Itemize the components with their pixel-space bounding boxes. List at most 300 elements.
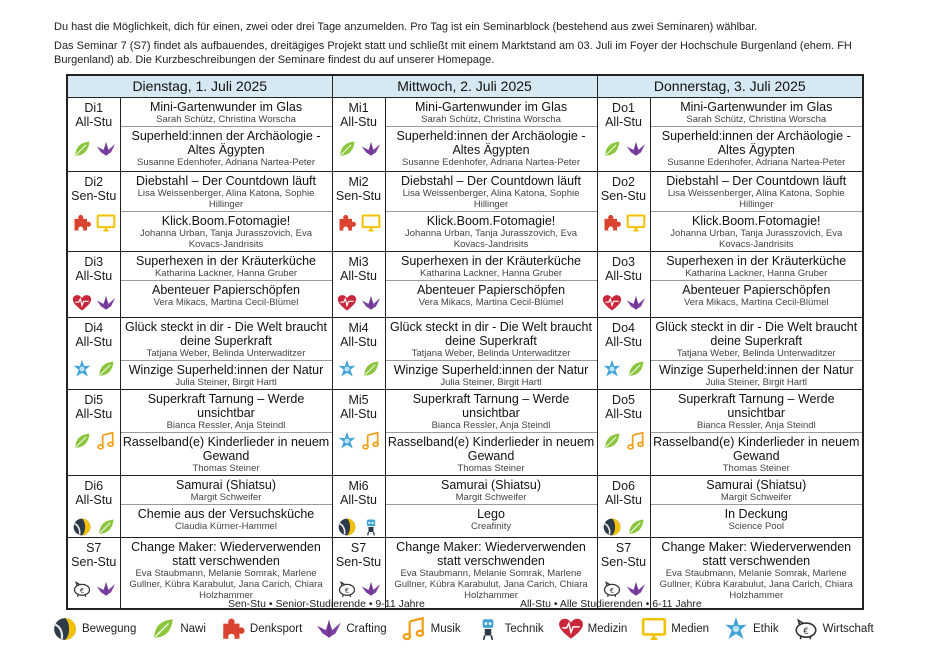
schedule-row bbox=[67, 97, 863, 171]
leaf-icon bbox=[602, 139, 622, 159]
seminar-block-code: Do5 bbox=[612, 392, 635, 407]
age-group-label: All-Stu bbox=[605, 406, 642, 421]
seminar-block-code: Mi1 bbox=[348, 100, 369, 115]
puzzle-icon bbox=[220, 616, 246, 642]
seminar-block-code-cell bbox=[67, 97, 120, 171]
legend-item bbox=[52, 616, 136, 642]
seminar-title: Klick.Boom.Fotomagie! bbox=[426, 213, 556, 228]
seminar-lecturers: Eva Staubmann, Melanie Somrak, Marlene Gullner, Kübra Karabulut, Jana Carich, Chiara Holzhammer bbox=[659, 567, 853, 601]
star-icon bbox=[72, 359, 92, 379]
seminar-block-code: Mi4 bbox=[348, 320, 369, 335]
age-group-label: Sen-Stu bbox=[71, 554, 117, 569]
intro-text bbox=[54, 20, 884, 67]
category-icons bbox=[333, 431, 385, 451]
seminar-title: Samurai (Shiatsu) bbox=[706, 477, 807, 492]
seminar-block-code: Di5 bbox=[84, 392, 104, 407]
seminar-list-cell bbox=[650, 97, 863, 171]
seminar-block-code: S7 bbox=[350, 540, 367, 555]
category-icons bbox=[598, 431, 650, 451]
seminar-block-code: Do4 bbox=[612, 320, 635, 335]
age-group-label: Sen-Stu bbox=[335, 188, 382, 203]
seminar-lecturers: Susanne Edenhofer, Adriana Nartea-Peter bbox=[667, 156, 846, 168]
svg-text:€: € bbox=[802, 626, 809, 637]
category-icons bbox=[68, 293, 120, 313]
monitor-icon bbox=[96, 213, 116, 233]
piggybank-icon bbox=[72, 579, 92, 599]
category-legend bbox=[52, 616, 892, 642]
seminar-list-cell bbox=[385, 251, 597, 317]
seminar-lecturers: Sarah Schütz, Christina Worscha bbox=[421, 113, 561, 125]
star-icon bbox=[337, 359, 357, 379]
seminar-entry bbox=[121, 476, 332, 505]
seminar-lecturers: Johanna Urban, Tanja Jurasszovich, Eva Kovacs-Jandrisits bbox=[405, 227, 577, 250]
seminar-block-code: Di4 bbox=[84, 320, 104, 335]
seminar-title: In Deckung bbox=[724, 506, 788, 521]
category-icons bbox=[68, 517, 120, 537]
legend-item bbox=[793, 616, 874, 642]
heart-icon bbox=[558, 616, 584, 642]
seminar-lecturers: Bianca Ressler, Anja Steindl bbox=[431, 419, 551, 431]
seminar-block-code-cell bbox=[597, 317, 650, 389]
seminar-entry bbox=[121, 361, 332, 389]
seminar-title: Rasselband(e) Kinderlieder in neuem Gewand bbox=[653, 434, 860, 463]
puzzle-icon bbox=[602, 213, 622, 233]
seminar-lecturers: Bianca Ressler, Anja Steindl bbox=[696, 419, 816, 431]
seminar-list-cell bbox=[650, 251, 863, 317]
seminar-block-code: Do6 bbox=[612, 478, 635, 493]
seminar-entry bbox=[651, 281, 863, 309]
seminar-block-code-cell bbox=[67, 537, 120, 609]
legend-item bbox=[641, 616, 709, 642]
seminar-entry bbox=[651, 505, 863, 533]
seminar-title: Klick.Boom.Fotomagie! bbox=[692, 213, 821, 228]
legend-item bbox=[401, 616, 461, 642]
seminar-entry bbox=[651, 127, 863, 169]
star-icon bbox=[602, 359, 622, 379]
seminar-block-code-cell bbox=[332, 475, 385, 537]
seminar-title: Mini-Gartenwunder im Glas bbox=[414, 99, 568, 114]
seminar-lecturers: Creafinity bbox=[470, 520, 512, 532]
seminar-entry bbox=[651, 98, 863, 127]
age-group-label: Sen-Stu bbox=[335, 554, 382, 569]
age-group-label: All-Stu bbox=[75, 268, 113, 283]
monitor-icon bbox=[626, 213, 646, 233]
crane-icon bbox=[361, 139, 381, 159]
schedule-row bbox=[67, 475, 863, 537]
seminar-lecturers: Julia Steiner, Birgit Hartl bbox=[175, 376, 277, 388]
seminar-lecturers: Eva Staubmann, Melanie Somrak, Marlene Gullner, Kübra Karabulut, Jana Carich, Chiara Holzhammer bbox=[394, 567, 588, 601]
robot-icon bbox=[475, 616, 501, 642]
seminar-title: Glück steckt in dir - Die Welt braucht deine Superkraft bbox=[390, 319, 592, 348]
seminar-entry bbox=[651, 390, 863, 433]
seminar-block-code: Mi5 bbox=[348, 392, 369, 407]
crane-icon bbox=[626, 293, 646, 313]
category-icons bbox=[598, 359, 650, 379]
category-icons bbox=[68, 431, 120, 451]
seminar-lecturers: Margit Schweifer bbox=[455, 491, 527, 503]
monitor-icon bbox=[361, 213, 381, 233]
category-icons bbox=[598, 293, 650, 313]
seminar-entry bbox=[386, 318, 597, 361]
seminar-lecturers: Lisa Weissenberger, Alina Katona, Sophie Hillinger bbox=[667, 187, 845, 210]
legend-label: Denksport bbox=[249, 623, 303, 635]
star-icon bbox=[337, 431, 357, 451]
legend-item bbox=[150, 616, 206, 642]
seminar-lecturers: Katharina Lackner, Hanna Gruber bbox=[419, 267, 563, 279]
legend-item bbox=[316, 616, 386, 642]
seminar-entry bbox=[386, 361, 597, 389]
seminar-entry bbox=[121, 127, 332, 169]
seminar-lecturers: Margit Schweifer bbox=[190, 491, 262, 503]
crane-icon bbox=[626, 579, 646, 599]
seminar-list-cell bbox=[120, 317, 332, 389]
svg-text:€: € bbox=[79, 586, 84, 595]
seminar-title: Superheld:innen der Archäologie - Altes Ägypten bbox=[661, 128, 851, 157]
legend-label: Ethik bbox=[753, 623, 779, 635]
crane-icon bbox=[96, 139, 116, 159]
day-header-thursday: Donnerstag, 3. Juli 2025 bbox=[597, 75, 863, 97]
age-group-label: All-Stu bbox=[340, 492, 377, 507]
category-icons bbox=[598, 213, 650, 233]
category-icons bbox=[333, 579, 385, 599]
seminar-entry bbox=[121, 390, 332, 433]
seminar-title: Mini-Gartenwunder im Glas bbox=[680, 99, 833, 114]
seminar-lecturers: Lisa Weissenberger, Alina Katona, Sophie Hillinger bbox=[402, 187, 580, 210]
seminar-title: Lego bbox=[477, 506, 505, 521]
age-group-label: All-Stu bbox=[605, 268, 642, 283]
seminar-list-cell bbox=[385, 317, 597, 389]
category-icons bbox=[333, 293, 385, 313]
seminar-title: Diebstahl – Der Countdown läuft bbox=[401, 173, 581, 188]
seminar-lecturers: Tatjana Weber, Belinda Unterwaditzer bbox=[676, 347, 836, 359]
age-group-label: All-Stu bbox=[75, 334, 113, 349]
legend-label: Musik bbox=[430, 623, 461, 635]
seminar-lecturers: Claudia Kürner-Hammel bbox=[175, 520, 277, 532]
piggybank-icon bbox=[337, 579, 357, 599]
leaf-icon bbox=[72, 139, 92, 159]
category-icons bbox=[598, 579, 650, 599]
day-header-row bbox=[67, 75, 863, 97]
seminar-block-code-cell bbox=[597, 97, 650, 171]
schedule-row bbox=[67, 317, 863, 389]
seminar-title: Rasselband(e) Kinderlieder in neuem Gewand bbox=[122, 434, 330, 463]
seminar-block-code-cell bbox=[67, 251, 120, 317]
age-group-label: All-Stu bbox=[605, 114, 642, 129]
age-group-label: All-Stu bbox=[605, 334, 642, 349]
seminar-list-cell bbox=[120, 171, 332, 251]
seminar-entry bbox=[386, 252, 597, 281]
seminar-block-code-cell bbox=[597, 389, 650, 475]
category-icons bbox=[68, 139, 120, 159]
seminar-entry bbox=[121, 505, 332, 533]
seminar-block-code-cell bbox=[332, 317, 385, 389]
music-icon bbox=[401, 616, 427, 642]
seminar-lecturers: Katharina Lackner, Hanna Gruber bbox=[154, 267, 298, 279]
leaf-icon bbox=[361, 359, 381, 379]
seminar-entry bbox=[121, 318, 332, 361]
legend-label: Medien bbox=[671, 623, 710, 635]
seminar-entry bbox=[386, 127, 597, 169]
seminar-list-cell bbox=[120, 97, 332, 171]
seminar-block-code: Mi2 bbox=[348, 174, 369, 189]
seminar-list-cell bbox=[385, 171, 597, 251]
seminar-lecturers: Susanne Edenhofer, Adriana Nartea-Peter bbox=[137, 156, 315, 168]
seminar-lecturers: Vera Mikacs, Martina Cecil-Blümel bbox=[683, 296, 829, 308]
seminar-entry bbox=[651, 252, 863, 281]
seminar-list-cell bbox=[385, 475, 597, 537]
legend-item bbox=[475, 616, 544, 642]
legend-item bbox=[723, 616, 779, 642]
seminar-entry bbox=[651, 433, 863, 475]
seminar-lecturers: Vera Mikacs, Martina Cecil-Blümel bbox=[418, 296, 564, 308]
seminar-lecturers: Katharina Lackner, Hanna Gruber bbox=[685, 267, 828, 279]
category-icons bbox=[598, 139, 650, 159]
legend-label: Nawi bbox=[180, 623, 206, 635]
seminar-entry bbox=[651, 476, 863, 505]
seminar-entry bbox=[121, 172, 332, 212]
leaf-icon bbox=[626, 359, 646, 379]
seminar-list-cell bbox=[650, 475, 863, 537]
legend-label: Medizin bbox=[587, 623, 628, 635]
seminar-block-code-cell bbox=[332, 389, 385, 475]
seminar-entry bbox=[121, 433, 332, 475]
seminar-title: Chemie aus der Versuchsküche bbox=[137, 506, 315, 521]
seminar-entry bbox=[121, 252, 332, 281]
seminar-entry bbox=[651, 538, 863, 602]
seminar-block-code-cell bbox=[67, 171, 120, 251]
seminar-entry bbox=[121, 538, 332, 602]
seminar-entry bbox=[386, 390, 597, 433]
category-icons bbox=[598, 517, 650, 537]
age-group-label: Sen-Stu bbox=[600, 188, 647, 203]
legend-label: Crafting bbox=[346, 623, 387, 635]
leaf-icon bbox=[337, 139, 357, 159]
leaf-icon bbox=[72, 431, 92, 451]
seminar-list-cell bbox=[650, 171, 863, 251]
heart-icon bbox=[337, 293, 357, 313]
seminar-block-code-cell bbox=[67, 389, 120, 475]
ball-icon bbox=[602, 517, 622, 537]
seminar-entry bbox=[651, 361, 863, 389]
seminar-list-cell bbox=[650, 317, 863, 389]
age-group-label: All-Stu bbox=[340, 114, 377, 129]
age-group-label: All-Stu bbox=[75, 492, 113, 507]
ball-icon bbox=[52, 616, 78, 642]
seminar-block-code: S7 bbox=[86, 540, 102, 555]
schedule-row bbox=[67, 537, 863, 609]
seminar-block-code: Do1 bbox=[612, 100, 635, 115]
seminar-title: Diebstahl – Der Countdown läuft bbox=[136, 173, 316, 188]
crane-icon bbox=[96, 293, 116, 313]
legend-all-stu: All-Stu • Alle Studierenden • 6-11 Jahre bbox=[520, 598, 702, 610]
seminar-lecturers: Bianca Ressler, Anja Steindl bbox=[166, 419, 286, 431]
category-icons bbox=[68, 579, 120, 599]
category-icons bbox=[333, 517, 385, 537]
category-icons bbox=[333, 139, 385, 159]
seminar-schedule-table bbox=[66, 74, 864, 610]
seminar-block-code-cell bbox=[332, 251, 385, 317]
age-group-label: Sen-Stu bbox=[600, 554, 647, 569]
leaf-icon bbox=[150, 616, 176, 642]
seminar-block-code: Di1 bbox=[84, 100, 104, 115]
seminar-entry bbox=[651, 172, 863, 212]
age-group-label: All-Stu bbox=[340, 268, 377, 283]
seminar-lecturers: Thomas Steiner bbox=[192, 462, 260, 474]
seminar-lecturers: Julia Steiner, Birgit Hartl bbox=[705, 376, 807, 388]
seminar-list-cell bbox=[120, 251, 332, 317]
legend-label: Bewegung bbox=[82, 623, 137, 635]
seminar-list-cell bbox=[120, 389, 332, 475]
crane-icon bbox=[316, 616, 342, 642]
seminar-lecturers: Susanne Edenhofer, Adriana Nartea-Peter bbox=[402, 156, 580, 168]
day-header-tuesday: Dienstag, 1. Juli 2025 bbox=[67, 75, 332, 97]
seminar-entry bbox=[386, 476, 597, 505]
intro-paragraph-2: Das Seminar 7 (S7) findet als aufbauendes, dreitägiges Projekt statt und schließt mit einem Marktstand am 03. Juli im Foyer der Hochschule Burgenland (ehem. FH Burgenland) ab. Die Kurzbeschreibungen der Seminare findest du auf unserer Homepage. bbox=[54, 40, 852, 66]
seminar-title: Superkraft Tarnung – Werde unsichtbar bbox=[147, 391, 305, 420]
schedule-body bbox=[67, 97, 863, 609]
age-group-label: All-Stu bbox=[605, 492, 642, 507]
category-icons bbox=[68, 359, 120, 379]
monitor-icon bbox=[641, 616, 667, 642]
category-icons bbox=[333, 213, 385, 233]
seminar-lecturers: Thomas Steiner bbox=[722, 462, 790, 474]
seminar-title: Glück steckt in dir - Die Welt braucht deine Superkraft bbox=[125, 319, 327, 348]
age-group-label: All-Stu bbox=[75, 114, 113, 129]
seminar-block-code-cell bbox=[597, 475, 650, 537]
seminar-title: Diebstahl – Der Countdown läuft bbox=[666, 173, 847, 188]
heart-icon bbox=[602, 293, 622, 313]
seminar-lecturers: Thomas Steiner bbox=[457, 462, 525, 474]
seminar-title: Abenteuer Papierschöpfen bbox=[417, 282, 566, 297]
category-icons bbox=[333, 359, 385, 379]
leaf-icon bbox=[626, 517, 646, 537]
seminar-lecturers: Tatjana Weber, Belinda Unterwaditzer bbox=[146, 347, 306, 359]
seminar-entry bbox=[386, 212, 597, 251]
music-icon bbox=[361, 431, 381, 451]
svg-text:€: € bbox=[344, 586, 349, 595]
seminar-block-code: Di6 bbox=[84, 478, 104, 493]
seminar-lecturers: Tatjana Weber, Belinda Unterwaditzer bbox=[411, 347, 571, 359]
age-group-label: All-Stu bbox=[75, 406, 113, 421]
seminar-lecturers: Science Pool bbox=[728, 520, 784, 532]
leaf-icon bbox=[96, 517, 116, 537]
seminar-block-code-cell bbox=[67, 475, 120, 537]
seminar-block-code-cell bbox=[67, 317, 120, 389]
schedule-row bbox=[67, 251, 863, 317]
seminar-lecturers: Johanna Urban, Tanja Jurasszovich, Eva Kovacs-Jandrisits bbox=[670, 227, 843, 250]
leaf-icon bbox=[96, 359, 116, 379]
seminar-block-code-cell bbox=[597, 171, 650, 251]
seminar-block-code-cell bbox=[332, 97, 385, 171]
piggybank-icon bbox=[602, 579, 622, 599]
seminar-title: Change Maker: Wiederverwenden statt verschwenden bbox=[661, 539, 852, 568]
legend-label: Wirtschaft bbox=[822, 623, 874, 635]
seminar-title: Glück steckt in dir - Die Welt braucht deine Superkraft bbox=[655, 319, 858, 348]
piggybank-icon bbox=[793, 616, 819, 642]
seminar-block-code: Di2 bbox=[84, 174, 104, 189]
seminar-title: Winzige Superheld:innen der Natur bbox=[393, 362, 589, 377]
seminar-title: Klick.Boom.Fotomagie! bbox=[161, 213, 291, 228]
leaf-icon bbox=[602, 431, 622, 451]
seminar-entry bbox=[121, 281, 332, 309]
seminar-lecturers: Sarah Schütz, Christina Worscha bbox=[686, 113, 827, 125]
seminar-entry bbox=[386, 538, 597, 602]
age-group-label: All-Stu bbox=[340, 334, 377, 349]
seminar-entry bbox=[121, 98, 332, 127]
legend-item bbox=[558, 616, 628, 642]
crane-icon bbox=[626, 139, 646, 159]
seminar-list-cell bbox=[650, 389, 863, 475]
seminar-lecturers: Sarah Schütz, Christina Worscha bbox=[156, 113, 296, 125]
svg-text:€: € bbox=[609, 586, 614, 595]
seminar-block-code: Di3 bbox=[84, 254, 104, 269]
seminar-entry bbox=[121, 212, 332, 251]
ball-icon bbox=[337, 517, 357, 537]
seminar-title: Superhexen in der Kräuterküche bbox=[666, 253, 847, 268]
robot-icon bbox=[361, 517, 381, 537]
ball-icon bbox=[72, 517, 92, 537]
seminar-lecturers: Vera Mikacs, Martina Cecil-Blümel bbox=[153, 296, 299, 308]
seminar-block-code: Do2 bbox=[612, 174, 635, 189]
seminar-title: Superheld:innen der Archäologie - Altes Ägypten bbox=[396, 128, 586, 157]
category-icons bbox=[68, 213, 120, 233]
seminar-lecturers: Julia Steiner, Birgit Hartl bbox=[440, 376, 542, 388]
crane-icon bbox=[96, 579, 116, 599]
seminar-title: Superhexen in der Kräuterküche bbox=[401, 253, 581, 268]
crane-icon bbox=[361, 293, 381, 313]
seminar-block-code: Mi6 bbox=[348, 478, 369, 493]
seminar-entry bbox=[651, 318, 863, 361]
seminar-title: Abenteuer Papierschöpfen bbox=[151, 282, 301, 297]
seminar-list-cell bbox=[120, 475, 332, 537]
seminar-list-cell bbox=[385, 97, 597, 171]
seminar-title: Winzige Superheld:innen der Natur bbox=[658, 362, 854, 377]
intro-paragraph-1: Du hast die Möglichkeit, dich für einen, zwei oder drei Tage anzumelden. Pro Tag ist ein Seminarblock (bestehend aus zwei Seminaren) wählbar. bbox=[54, 21, 758, 33]
music-icon bbox=[626, 431, 646, 451]
schedule-row bbox=[67, 389, 863, 475]
puzzle-icon bbox=[72, 213, 92, 233]
seminar-title: Abenteuer Papierschöpfen bbox=[682, 282, 831, 297]
seminar-block-code-cell bbox=[332, 171, 385, 251]
seminar-block-code: Do3 bbox=[612, 254, 635, 269]
seminar-entry bbox=[386, 433, 597, 475]
seminar-lecturers: Johanna Urban, Tanja Jurasszovich, Eva Kovacs-Jandrisits bbox=[140, 227, 312, 250]
seminar-title: Mini-Gartenwunder im Glas bbox=[149, 99, 303, 114]
music-icon bbox=[96, 431, 116, 451]
seminar-entry bbox=[651, 212, 863, 251]
seminar-title: Rasselband(e) Kinderlieder in neuem Gewand bbox=[387, 434, 595, 463]
seminar-block-code: S7 bbox=[615, 540, 632, 555]
seminar-entry bbox=[386, 505, 597, 533]
seminar-title: Superheld:innen der Archäologie - Altes Ägypten bbox=[131, 128, 321, 157]
star-icon bbox=[723, 616, 749, 642]
age-group-label: Sen-Stu bbox=[71, 188, 117, 203]
heart-icon bbox=[72, 293, 92, 313]
puzzle-icon bbox=[337, 213, 357, 233]
seminar-block-code: Mi3 bbox=[348, 254, 369, 269]
seminar-entry bbox=[386, 98, 597, 127]
crane-icon bbox=[361, 579, 381, 599]
seminar-list-cell bbox=[385, 389, 597, 475]
legend-label: Technik bbox=[504, 623, 544, 635]
legend-item bbox=[220, 616, 302, 642]
legend-sen-stu: Sen-Stu • Senior-Studierende • 9-11 Jahre bbox=[228, 598, 425, 610]
seminar-title: Superhexen in der Kräuterküche bbox=[136, 253, 316, 268]
seminar-title: Change Maker: Wiederverwenden statt verschwenden bbox=[131, 539, 321, 568]
seminar-lecturers: Lisa Weissenberger, Alina Katona, Sophie Hillinger bbox=[137, 187, 315, 210]
seminar-title: Samurai (Shiatsu) bbox=[440, 477, 542, 492]
seminar-entry bbox=[386, 281, 597, 309]
